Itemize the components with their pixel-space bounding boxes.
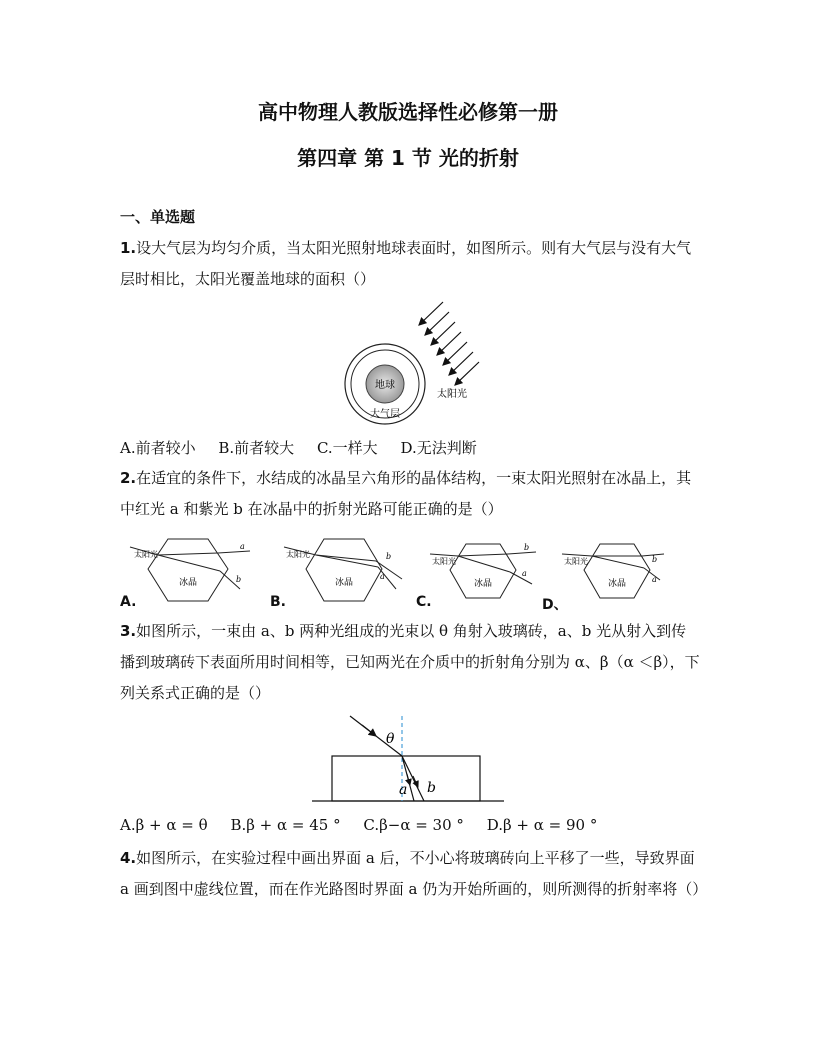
svg-text:太阳光: 太阳光 bbox=[432, 557, 456, 566]
option-a[interactable]: A.前者较小 bbox=[120, 439, 196, 457]
svg-text:太阳光: 太阳光 bbox=[134, 550, 158, 559]
option-d[interactable]: D.β + α = 90 ° bbox=[486, 816, 598, 834]
svg-text:a: a bbox=[380, 572, 385, 581]
ice-crystal-figure-d bbox=[560, 540, 676, 604]
svg-text:a: a bbox=[652, 575, 657, 584]
question-1 bbox=[120, 233, 700, 295]
question-text: 如图所示，在实验过程中画出界面 a 后，不小心将玻璃砖向上平移了一些，导致界面 a 画到图中虚线位置，而在作光路图时界面 a 仍为开始所画的，则所测得的折射率将（） bbox=[120, 849, 708, 898]
option-d[interactable]: D.无法判断 bbox=[400, 439, 477, 457]
option-b[interactable]: B.β + α = 45 ° bbox=[230, 816, 341, 834]
question-number: 4. bbox=[120, 849, 137, 867]
svg-text:冰晶: 冰晶 bbox=[607, 579, 627, 589]
earth-atmosphere-figure bbox=[335, 300, 495, 426]
option-c[interactable]: C.一样大 bbox=[316, 439, 378, 457]
svg-text:b: b bbox=[652, 555, 658, 564]
figure-label-b[interactable]: B. bbox=[270, 594, 286, 610]
question-4 bbox=[120, 843, 708, 905]
question-1-options bbox=[120, 437, 495, 458]
question-number: 3. bbox=[120, 622, 137, 640]
question-number: 1. bbox=[120, 239, 137, 257]
ice-crystal-figure-a bbox=[128, 535, 258, 607]
sunlight-label: 太阳光 bbox=[437, 389, 467, 400]
figure-label-d[interactable]: D、 bbox=[542, 597, 568, 613]
atmosphere-label: 大气层 bbox=[370, 409, 400, 420]
option-a[interactable]: A.β + α = θ bbox=[120, 816, 208, 834]
glass-brick-figure bbox=[310, 712, 506, 804]
ice-crystal-figure-c bbox=[428, 540, 544, 604]
svg-text:冰晶: 冰晶 bbox=[473, 579, 493, 589]
question-3 bbox=[120, 616, 700, 709]
svg-text:a: a bbox=[240, 542, 245, 551]
document-title: 高中物理人教版选择性必修第一册 bbox=[258, 100, 558, 124]
earth-label: 地球 bbox=[375, 380, 395, 391]
ray-a-label: a bbox=[399, 782, 408, 798]
ice-crystal-figure-b bbox=[282, 535, 412, 607]
option-c[interactable]: C.β−α = 30 ° bbox=[363, 816, 464, 834]
svg-text:b: b bbox=[386, 552, 392, 561]
svg-text:a: a bbox=[522, 569, 527, 578]
section-heading: 一、单选题 bbox=[120, 208, 196, 226]
question-2 bbox=[120, 463, 700, 525]
figure-label-a[interactable]: A. bbox=[120, 594, 137, 610]
option-b[interactable]: B.前者较大 bbox=[218, 439, 295, 457]
figure-label-c[interactable]: C. bbox=[416, 594, 432, 610]
svg-text:b: b bbox=[524, 543, 530, 552]
question-3-options bbox=[120, 816, 615, 834]
question-text: 设大气层为均匀介质，当太阳光照射地球表面时，如图所示。则有大气层与没有大气层时相比，太阳光覆盖地球的面积（） bbox=[120, 239, 692, 288]
question-text: 在适宜的条件下，水结成的冰晶呈六角形的晶体结构，一束太阳光照射在冰晶上，其中红光 a 和紫光 b 在冰晶中的折射光路可能正确的是（） bbox=[120, 469, 692, 518]
svg-text:冰晶: 冰晶 bbox=[334, 578, 354, 588]
question-number: 2. bbox=[120, 469, 137, 487]
svg-text:b: b bbox=[236, 575, 242, 584]
question-text: 如图所示，一束由 a、b 两种光组成的光束以 θ 角射入玻璃砖，a、b 光从射入到传播到玻璃砖下表面所用时间相等，已知两光在介质中的折射角分别为 α、β（α ＜β），下列关系式正确的是（） bbox=[120, 622, 700, 702]
svg-text:太阳光: 太阳光 bbox=[286, 550, 310, 559]
theta-label: θ bbox=[386, 731, 395, 747]
svg-text:太阳光: 太阳光 bbox=[564, 557, 588, 566]
ray-b-label: b bbox=[427, 780, 436, 796]
svg-text:冰晶: 冰晶 bbox=[178, 578, 198, 588]
document-subtitle: 第四章 第 1 节 光的折射 bbox=[297, 146, 519, 170]
